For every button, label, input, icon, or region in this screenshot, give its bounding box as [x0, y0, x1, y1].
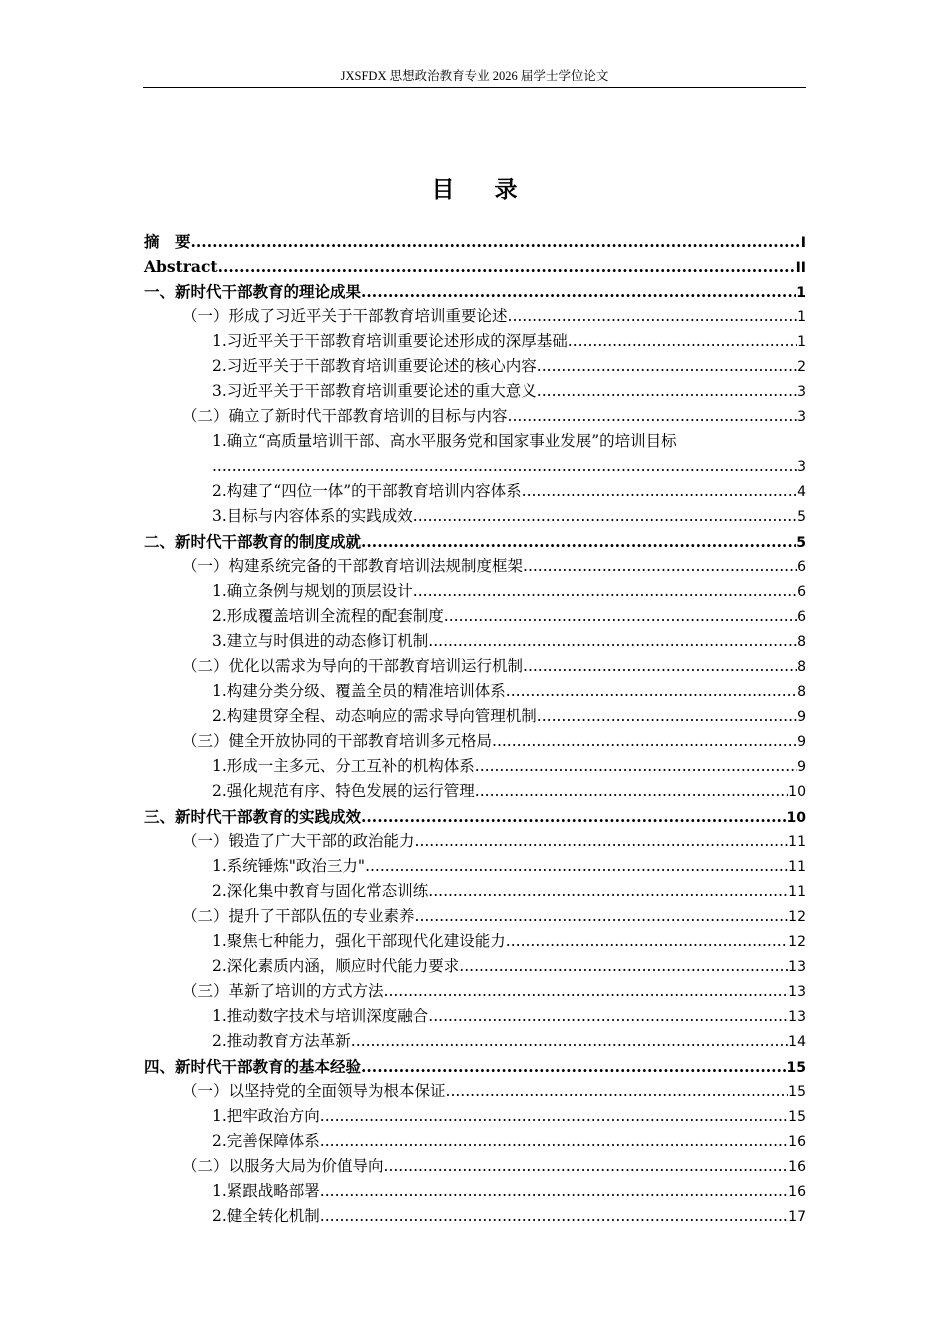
toc-entry[interactable] [144, 629, 806, 654]
toc-leader-dots [413, 504, 797, 529]
toc-entry-page-number: 13 [788, 959, 806, 975]
toc-entry[interactable] [144, 429, 806, 454]
toc-entry[interactable] [144, 529, 806, 554]
toc-leader-dots [523, 654, 797, 679]
toc-leader-dots [506, 679, 797, 704]
toc-entry[interactable] [144, 1004, 806, 1029]
toc-leader-dots [446, 1079, 789, 1104]
toc-entry[interactable] [144, 404, 806, 429]
toc-entry[interactable] [144, 854, 806, 879]
toc-entry[interactable] [144, 504, 806, 529]
toc-leader-dots [361, 279, 796, 304]
toc-entry[interactable] [144, 329, 806, 354]
toc-entry-page-number: 13 [788, 984, 806, 1000]
toc-leader-dots [444, 604, 797, 629]
toc-entry-label: 2.习近平关于干部教育培训重要论述的核心内容 [212, 357, 537, 375]
toc-leader-dots [384, 1154, 789, 1179]
toc-entry-label: 2.强化规范有序、特色发展的运行管理 [212, 782, 475, 800]
toc-entry-label: 1.推动数字技术与培训深度融合 [212, 1007, 429, 1025]
toc-leader-dots [413, 579, 797, 604]
toc-leader-dots [537, 704, 797, 729]
toc-entry[interactable] [144, 304, 806, 329]
toc-entry[interactable] [144, 654, 806, 679]
toc-entry-label: （一）以坚持党的全面领导为根本保证 [182, 1082, 446, 1100]
toc-leader-dots [320, 1179, 788, 1204]
toc-entry-page-number: 14 [788, 1034, 806, 1050]
toc-entry[interactable] [144, 254, 806, 279]
toc-leader-dots [428, 1004, 788, 1029]
toc-leader-dots [508, 404, 798, 429]
toc-entry-label: 1.紧跟战略部署 [212, 1182, 320, 1200]
toc-leader-dots [522, 479, 797, 504]
running-header: JXSFDX 思想政治教育专业 2026 届学士学位论文 [340, 69, 609, 83]
toc-entry-page-number: 8 [797, 684, 806, 700]
toc-entry[interactable] [144, 604, 806, 629]
toc-leader-dots [428, 629, 797, 654]
toc-entry-label: （一）形成了习近平关于干部教育培训重要论述 [182, 307, 508, 325]
toc-entry[interactable] [144, 804, 806, 829]
toc-entry-label: 摘 要 [144, 232, 191, 251]
toc-entry-label: （二）优化以需求为导向的干部教育培训运行机制 [182, 657, 524, 675]
toc-entry-label: 2.推动教育方法革新 [212, 1032, 351, 1050]
toc-entry-page-number: 16 [788, 1159, 806, 1175]
toc-entry-page-number: 1 [797, 309, 806, 325]
header-rule [143, 87, 806, 88]
toc-entry[interactable] [144, 904, 806, 929]
toc-entry[interactable] [144, 829, 806, 854]
toc-entry-label: 1.把牢政治方向 [212, 1107, 320, 1125]
toc-entry-page-number: 16 [788, 1134, 806, 1150]
toc-entry-page-number: 11 [788, 859, 806, 875]
toc-entry-page-number: 12 [788, 934, 806, 950]
toc-entry-page-number: 6 [797, 559, 806, 575]
toc-entry-page-number: 3 [797, 384, 806, 400]
toc-leader-dots [191, 229, 801, 254]
toc-entry-page-number: 10 [786, 810, 806, 826]
toc-entry[interactable] [144, 754, 806, 779]
toc-leader-dots [428, 879, 788, 904]
toc-entry-page-number: 13 [788, 1009, 806, 1025]
toc-entry-label: 3.目标与内容体系的实践成效 [212, 507, 413, 525]
toc-entry[interactable] [144, 1079, 806, 1104]
toc-entry-page-number: 1 [797, 334, 806, 350]
toc-title: 目 录 [431, 176, 534, 203]
toc-leader-dots [320, 1104, 788, 1129]
toc-entry-page-number: 5 [797, 509, 806, 525]
toc-entry-page-number: 15 [788, 1084, 806, 1100]
toc-leader-dots [459, 954, 788, 979]
toc-entry-page-number: 6 [797, 609, 806, 625]
toc-entry[interactable] [144, 229, 806, 254]
toc-entry-label: 1.确立条例与规划的顶层设计 [212, 582, 413, 600]
toc-entry-page-number: 9 [797, 709, 806, 725]
toc-leader-dots [568, 329, 797, 354]
toc-entry-page-number: I [800, 235, 806, 251]
toc-entry-page-number: 16 [788, 1184, 806, 1200]
toc-entry-page-number: 17 [788, 1209, 806, 1225]
toc-entry-page-number: 3 [797, 459, 806, 475]
toc-entry[interactable] [144, 929, 806, 954]
toc-entry-label: 1.聚焦七种能力，强化干部现代化建设能力 [212, 932, 506, 950]
toc-leader-dots [365, 854, 788, 879]
toc-leader-dots [537, 379, 797, 404]
toc-entry[interactable] [144, 554, 806, 579]
toc-entry[interactable] [144, 879, 806, 904]
toc-entry-label: 1.习近平关于干部教育培训重要论述形成的深厚基础 [212, 332, 568, 350]
toc-entry-label: 1.确立“高质量培训干部、高水平服务党和国家事业发展”的培训目标 [212, 432, 677, 450]
toc-entry[interactable] [144, 979, 806, 1004]
toc-entry-label: 2.构建贯穿全程、动态响应的需求导向管理机制 [212, 707, 537, 725]
toc-entry-label: （三）革新了培训的方式方法 [182, 982, 384, 1000]
toc-entry-label: 2.深化素质内涵，顺应时代能力要求 [212, 957, 460, 975]
toc-entry-page-number: 8 [797, 659, 806, 675]
toc-entry-page-number: 3 [797, 409, 806, 425]
toc-entry-page-number: 2 [797, 359, 806, 375]
toc-entry[interactable] [144, 379, 806, 404]
toc-leader-dots [384, 979, 789, 1004]
toc-leader-dots [361, 1054, 787, 1079]
toc-entry-label: 1.构建分类分级、覆盖全员的精准培训体系 [212, 682, 506, 700]
toc-entry[interactable] [144, 1204, 806, 1229]
toc-leader-dots [415, 904, 789, 929]
toc-entry[interactable] [144, 1104, 806, 1129]
toc-entry[interactable] [144, 729, 806, 754]
toc-entry-label: 2.深化集中教育与固化常态训练 [212, 882, 429, 900]
toc-leader-dots [218, 254, 796, 279]
toc-entry[interactable] [144, 1179, 806, 1204]
toc-entry-page-number: II [795, 260, 806, 276]
toc-entry[interactable] [144, 704, 806, 729]
toc-entry-page-number: 15 [788, 1109, 806, 1125]
table-of-contents [144, 229, 806, 1229]
toc-entry[interactable] [144, 679, 806, 704]
toc-entry[interactable] [144, 1029, 806, 1054]
toc-entry[interactable] [144, 579, 806, 604]
toc-entry-label: （二）提升了干部队伍的专业素养 [182, 907, 415, 925]
toc-entry[interactable] [144, 779, 806, 804]
toc-entry-label: 1.形成一主多元、分工互补的机构体系 [212, 757, 475, 775]
toc-entry-page-number: 5 [796, 535, 806, 551]
toc-leader-dots [415, 829, 789, 854]
toc-leader-dots [475, 754, 797, 779]
toc-leader-dots [320, 1204, 788, 1229]
toc-leader-dots [523, 554, 797, 579]
toc-entry-page-number: 6 [797, 584, 806, 600]
toc-entry-label: 2.完善保障体系 [212, 1132, 320, 1150]
toc-entry-page-number: 9 [797, 734, 806, 750]
toc-leader-dots [475, 779, 788, 804]
toc-entry-page-number: 12 [788, 909, 806, 925]
toc-entry[interactable] [144, 1129, 806, 1154]
toc-entry-label: 1.系统锤炼"政治三力" [212, 857, 366, 875]
toc-entry-label: 一、新时代干部教育的理论成果 [144, 282, 362, 301]
toc-entry-label: （二）确立了新时代干部教育培训的目标与内容 [182, 407, 508, 425]
toc-entry[interactable] [144, 354, 806, 379]
toc-entry-label: （一）锻造了广大干部的政治能力 [182, 832, 415, 850]
toc-entry[interactable] [144, 454, 806, 479]
toc-entry[interactable] [144, 954, 806, 979]
toc-leader-dots [351, 1029, 788, 1054]
toc-entry-label: 2.健全转化机制 [212, 1207, 320, 1225]
toc-entry[interactable] [144, 1154, 806, 1179]
toc-leader-dots [537, 354, 797, 379]
toc-leader-dots [361, 529, 796, 554]
toc-leader-dots [506, 929, 788, 954]
toc-entry-page-number: 10 [788, 784, 806, 800]
toc-entry-page-number: 4 [797, 484, 806, 500]
toc-entry-label: 三、新时代干部教育的实践成效 [144, 807, 362, 826]
toc-entry-page-number: 1 [796, 285, 806, 301]
toc-entry-page-number: 8 [797, 634, 806, 650]
toc-entry-page-number: 15 [786, 1060, 806, 1076]
toc-leader-dots [508, 304, 798, 329]
toc-leader-dots [361, 804, 787, 829]
toc-leader-dots [320, 1129, 788, 1154]
toc-entry[interactable] [144, 279, 806, 304]
toc-leader-dots [492, 729, 797, 754]
toc-entry-label: （一）构建系统完备的干部教育培训法规制度框架 [182, 557, 524, 575]
toc-leader-dots [212, 454, 797, 479]
toc-entry-label: （三）健全开放协同的干部教育培训多元格局 [182, 732, 493, 750]
toc-entry-label: 2.构建了“四位一体”的干部教育培训内容体系 [212, 482, 522, 500]
toc-entry-label: 二、新时代干部教育的制度成就 [144, 532, 362, 551]
toc-entry-label: 3.习近平关于干部教育培训重要论述的重大意义 [212, 382, 537, 400]
toc-entry-page-number: 11 [788, 834, 806, 850]
toc-entry-label: 3.建立与时俱进的动态修订机制 [212, 632, 429, 650]
toc-entry-label: 四、新时代干部教育的基本经验 [144, 1057, 362, 1076]
toc-entry[interactable] [144, 479, 806, 504]
toc-entry[interactable] [144, 1054, 806, 1079]
toc-entry-page-number: 11 [788, 884, 806, 900]
toc-entry-label: 2.形成覆盖培训全流程的配套制度 [212, 607, 444, 625]
toc-entry-label: （二）以服务大局为价值导向 [182, 1157, 384, 1175]
toc-entry-page-number: 9 [797, 759, 806, 775]
toc-entry-label: Abstract [144, 257, 218, 276]
